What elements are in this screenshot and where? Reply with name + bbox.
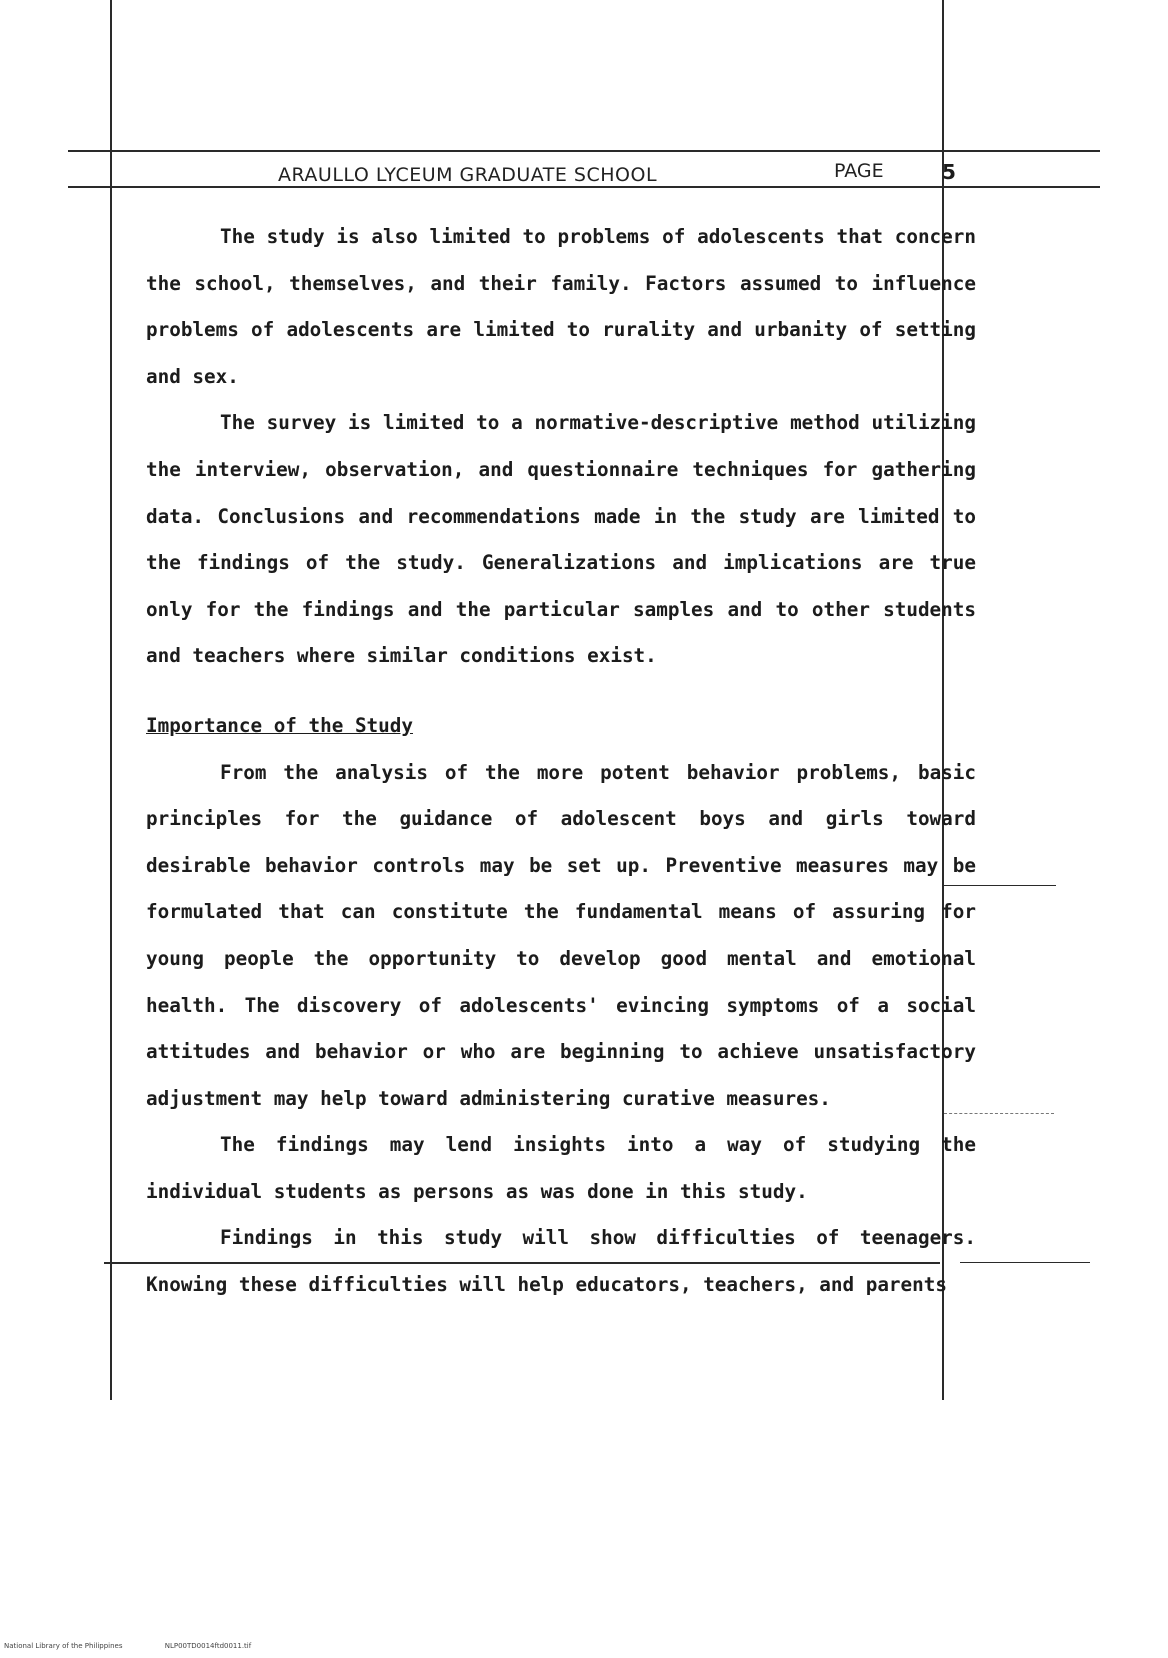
- section-heading: Importance of the Study: [146, 713, 413, 737]
- file-id: NLP00TD0014ftd0011.tif: [164, 1642, 252, 1650]
- paragraph: From the analysis of the more potent behavior problems, basic principles for the guidance of adolescent boys and girls toward desirable behavior controls may be set up. Preventive measures may be formulated that can constitute the fundamental means of assuring for young people the opportunity to develop good mental and emotional health. The discovery of adolescents' evincing symptoms of a social attitudes and behavior or who are beginning to achieve unsatisfactory adjustment may help toward administering curative measures.: [146, 760, 976, 1110]
- left-margin-rule: [110, 0, 112, 1400]
- paragraph: Findings in this study will show difficulties of teenagers. Knowing these difficulties will help educators, teachers, and parents: [146, 1226, 976, 1297]
- header-top-rule: [68, 150, 1100, 152]
- school-name: ARAULLO LYCEUM GRADUATE SCHOOL: [278, 164, 658, 186]
- paragraph: The findings may lend insights into a way of studying the individual students as persons as was done in this study.: [146, 1133, 976, 1203]
- right-footer-rule: [960, 1262, 1090, 1263]
- page-label: PAGE: [834, 160, 884, 182]
- page-header: [118, 160, 984, 196]
- page-number: 5: [942, 160, 956, 184]
- paragraph: The study is also limited to problems of adolescents that concern the school, themselves, and their family. Factors assumed to influence problems of adolescents are limited to rurality and urbanity of setting and sex.: [146, 225, 976, 388]
- paragraph: The survey is limited to a normative-descriptive method utilizing the interview, observation, and questionnaire techniques for gathering data. Conclusions and recommendations made in the study are limited to the findings of the study. Generalizations and implications are true only for the findings and the particular samples and to other students and teachers where similar conditions exist.: [146, 411, 976, 668]
- scan-footer: [4, 1642, 291, 1650]
- body-text: [146, 214, 976, 1309]
- library-credit: National Library of the Philippines: [4, 1642, 123, 1650]
